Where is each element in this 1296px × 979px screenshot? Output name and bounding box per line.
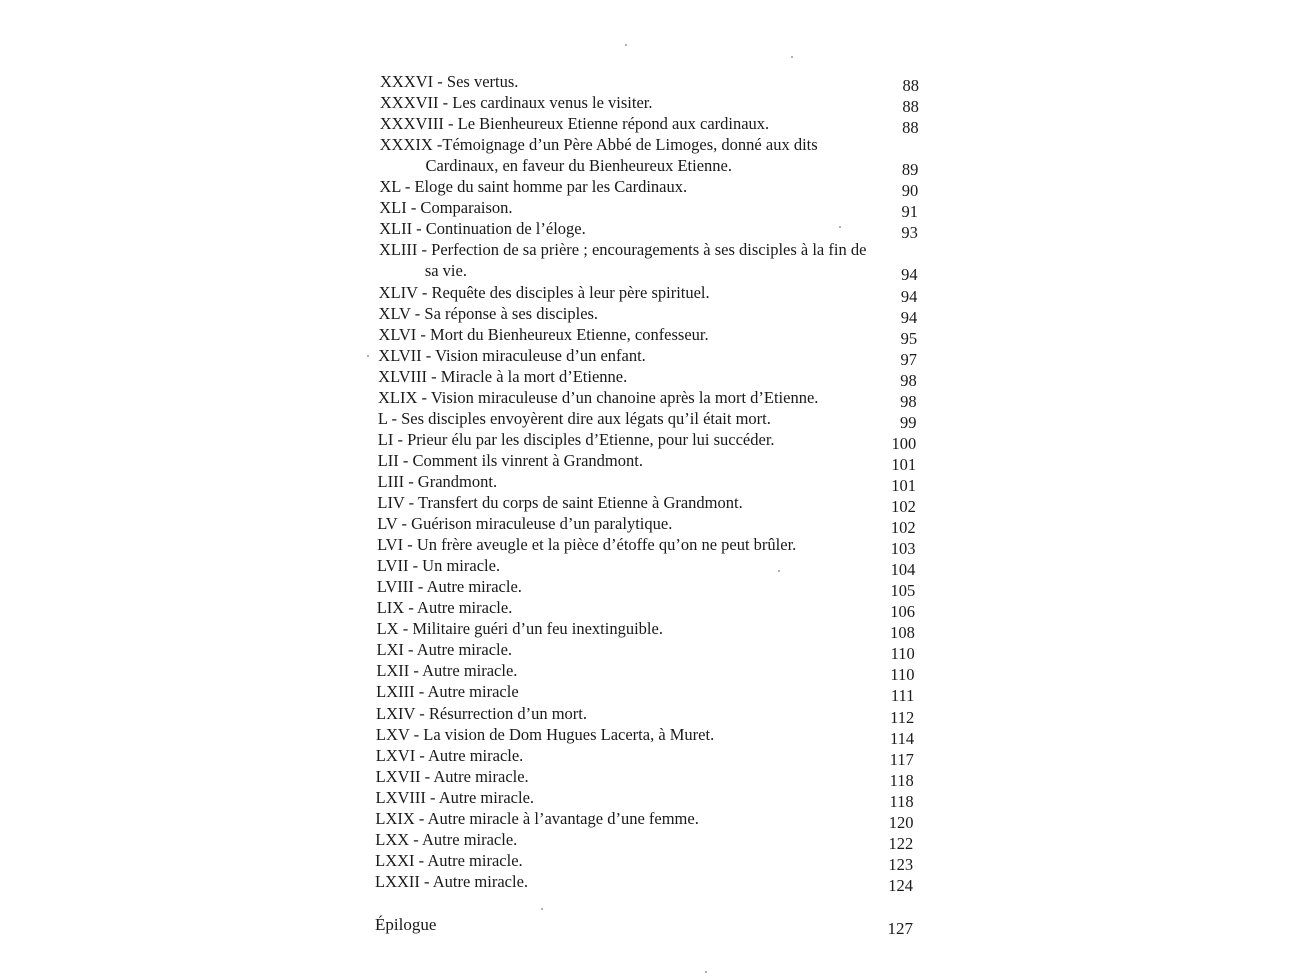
- toc-entry-title-continuation: [379, 260, 918, 285]
- scan-speck: [625, 44, 627, 46]
- scan-speck: [541, 908, 543, 910]
- toc-entry-title: [379, 92, 919, 117]
- entry-text: XLVIII - Miracle à la mort d’Etienne.: [378, 366, 628, 386]
- entry-text: XL - Eloge du saint homme par les Cardinaux.: [379, 177, 688, 197]
- toc-entry-title: [377, 450, 917, 474]
- toc-entry-title: [376, 576, 916, 601]
- entry-text: LXI - Autre miracle.: [376, 640, 513, 660]
- toc-entry-title: [376, 555, 916, 580]
- entry-text: LXXII - Autre miracle.: [375, 871, 529, 891]
- page-number: 91: [901, 202, 919, 222]
- entry-text: LXV - La vision de Dom Hugues Lacerta, à Muret.: [375, 724, 715, 744]
- toc-entry-title: [376, 660, 915, 685]
- toc-entry-title: [377, 534, 916, 559]
- entry-text: XXXVIII - Le Bienheureux Etienne répond aux cardinaux.: [379, 114, 770, 134]
- toc-entry-title: [375, 871, 913, 895]
- entry-text: XLII - Continuation de l’éloge.: [379, 219, 586, 239]
- toc-entry-title: [379, 197, 919, 222]
- page-number: 100: [891, 433, 917, 453]
- page-number: 112: [890, 707, 915, 727]
- entry-text: XLVI - Mort du Bienheureux Etienne, confesseur.: [378, 324, 709, 344]
- toc-entry-title: [377, 408, 917, 432]
- toc-entry-title: [376, 618, 915, 643]
- page-number: 123: [888, 854, 914, 874]
- entry-text: XLI - Comparaison.: [379, 198, 513, 218]
- entry-text: LIV - Transfert du corps de saint Etienne à Grandmont.: [377, 493, 743, 512]
- toc-entry-title: [378, 366, 917, 390]
- page-number: 110: [890, 665, 915, 685]
- toc-entry-title: [376, 681, 915, 706]
- toc-entry-title: [375, 850, 914, 874]
- entry-text: XXXVI - Ses vertus.: [380, 72, 519, 91]
- toc-entry-title: [377, 429, 917, 453]
- page-number: 97: [900, 349, 917, 369]
- entry-text: XLVII - Vision miraculeuse d’un enfant.: [378, 345, 646, 365]
- entry-text: LXIII - Autre miracle: [376, 682, 519, 702]
- page-number: 118: [889, 791, 914, 811]
- entry-text: XXXIX -Témoignage d’un Père Abbé de Limoges, donné aux dits: [379, 135, 818, 155]
- page-number: 94: [900, 286, 918, 306]
- page-number: 110: [890, 644, 915, 664]
- epilogue-page-number: 127: [887, 919, 913, 938]
- page-number: 111: [890, 686, 915, 706]
- scan-speck: [778, 570, 780, 572]
- toc-entry-title: [376, 703, 915, 727]
- scan-speck: [367, 355, 369, 357]
- entry-text: L - Ses disciples envoyèrent dire aux légats qu’il était mort.: [377, 408, 771, 428]
- toc-entry-title: [378, 345, 917, 369]
- entry-text: LVI - Un frère aveugle et la pièce d’étoffe qu’on ne peut brûler.: [377, 535, 797, 555]
- toc-entry-title: [379, 113, 919, 138]
- entry-text: XLIV - Requête des disciples à leur père spirituel.: [378, 282, 710, 302]
- scan-speck: [839, 226, 841, 228]
- entry-text: XXXVII - Les cardinaux venus le visiter.: [379, 93, 653, 113]
- page-number: 102: [891, 497, 916, 516]
- page-number: 120: [888, 812, 914, 832]
- page-number: 99: [899, 412, 917, 432]
- toc-entry-title: [377, 492, 916, 516]
- entry-text: LXVIII - Autre miracle.: [375, 787, 535, 807]
- page-number: 94: [900, 307, 918, 327]
- page-number: 117: [889, 749, 914, 769]
- toc-entry-title: [376, 639, 915, 664]
- toc-entry-title: [375, 829, 914, 853]
- scan-speck: [791, 56, 793, 58]
- page-number: 102: [890, 518, 916, 538]
- page-number: 118: [889, 770, 914, 790]
- page-number: 103: [890, 539, 916, 559]
- entry-text: LXX - Autre miracle.: [375, 829, 518, 849]
- entry-text: LXII - Autre miracle.: [376, 661, 518, 681]
- toc-entry-title: [376, 597, 916, 622]
- entry-text: XLIII - Perfection de sa prière ; encouragements à ses disciples à la fin de: [378, 240, 867, 260]
- page-number: 98: [900, 370, 917, 390]
- entry-text: Cardinaux, en faveur du Bienheureux Etienne.: [425, 156, 732, 176]
- toc-entry-title: [378, 303, 918, 327]
- page-number: 89: [901, 160, 919, 180]
- page-number: 106: [890, 602, 916, 622]
- scan-speck: [705, 971, 707, 973]
- page-number: 88: [902, 97, 919, 117]
- toc-entry-title: [378, 282, 918, 306]
- page-number: 98: [900, 391, 917, 411]
- entry-text: LXXI - Autre miracle.: [375, 850, 523, 870]
- entry-text: LII - Comment ils vinrent à Grandmont.: [377, 450, 643, 470]
- toc-entry-title: [379, 239, 918, 260]
- page-number: 101: [891, 475, 916, 495]
- toc-entry-title: [375, 787, 914, 811]
- page-number: 88: [902, 76, 919, 95]
- toc-entry-title: [378, 387, 917, 411]
- entry-text: LIII - Grandmont.: [377, 471, 498, 491]
- page-number: 90: [901, 181, 919, 201]
- toc-entry-title: [380, 134, 919, 155]
- page-number: 93: [901, 223, 918, 243]
- toc-entry-title: [375, 745, 914, 769]
- page-number: 95: [900, 328, 918, 348]
- toc-entry-title: [375, 808, 914, 832]
- toc-entry-title: [379, 218, 918, 243]
- entry-text: LIX - Autre miracle.: [376, 598, 513, 618]
- page-number: 94: [901, 265, 918, 285]
- epilogue-entry: [375, 914, 913, 938]
- page-number: 88: [902, 118, 919, 138]
- toc-entry-title: [378, 324, 918, 348]
- entry-text: LXIV - Résurrection d’un mort.: [376, 703, 587, 723]
- entry-text: LXVII - Autre miracle.: [375, 766, 529, 786]
- entry-text: LV - Guérison miraculeuse d’un paralytique.: [377, 514, 673, 534]
- toc-entry-title: [375, 766, 914, 790]
- entry-text: LVII - Un miracle.: [376, 556, 501, 576]
- entry-text: XLV - Sa réponse à ses disciples.: [378, 303, 599, 323]
- toc-entry-title: [377, 513, 916, 538]
- page-number: 105: [890, 581, 916, 601]
- entry-text: LI - Prieur élu par les disciples d’Etienne, pour lui succéder.: [377, 429, 775, 449]
- page-number: 104: [890, 560, 916, 580]
- toc-entry-title: [380, 71, 919, 95]
- page-number: 108: [890, 623, 915, 643]
- entry-text: LXVI - Autre miracle.: [375, 745, 524, 765]
- page-number: 122: [888, 833, 914, 853]
- entry-text: LVIII - Autre miracle.: [376, 577, 522, 597]
- toc-entry-title-continuation: [379, 155, 919, 180]
- toc-entry-title: [379, 176, 919, 201]
- epilogue-title: Épilogue: [375, 915, 437, 934]
- page-number: 124: [888, 875, 913, 895]
- entry-text: XLIX - Vision miraculeuse d’un chanoine après la mort d’Etienne.: [378, 387, 819, 407]
- page-number: 114: [889, 728, 915, 748]
- toc-entry-title: [377, 471, 917, 495]
- entry-text: LX - Militaire guéri d’un feu inextinguible.: [376, 619, 663, 639]
- toc-entry-title: [375, 724, 915, 748]
- entry-text: LXIX - Autre miracle à l’avantage d’une femme.: [375, 808, 699, 828]
- entry-text: sa vie.: [424, 261, 467, 281]
- page-number: 101: [891, 454, 917, 474]
